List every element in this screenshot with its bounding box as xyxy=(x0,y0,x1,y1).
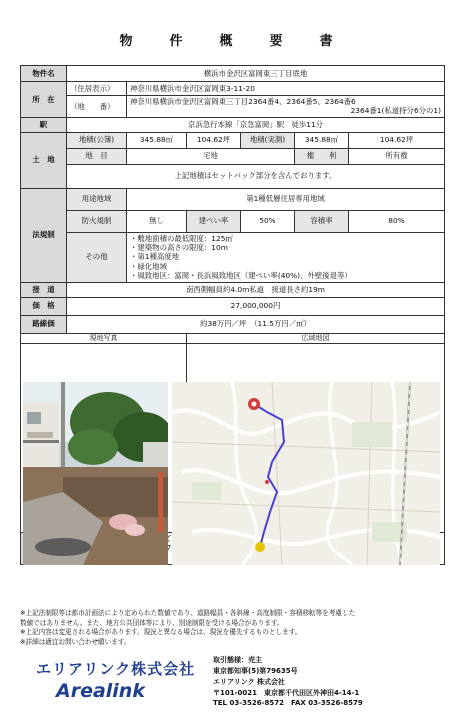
company-phone: TEL 03-3526-8572 FAX 03-3526-8579 xyxy=(213,699,363,708)
area-public-m2: 345.88㎡ xyxy=(127,132,187,148)
rights-label: 権 利 xyxy=(295,148,349,164)
row-address xyxy=(21,82,445,96)
row-land-note xyxy=(21,164,445,188)
page-title: 物 件 概 要 書 xyxy=(119,34,345,49)
row-price xyxy=(21,297,445,315)
lot-label: （地 番） xyxy=(67,96,127,118)
other-list xyxy=(127,232,445,282)
far-value: 80% xyxy=(349,210,445,232)
land-category-value: 宅地 xyxy=(127,148,295,164)
footnote: ※上記法制限等は都市計画法により定められた数値であり、道路幅員・各斜線・高度制限・容積移転等を考慮した xyxy=(20,609,356,617)
row-property-name xyxy=(21,66,445,82)
station-value: 京浜急行本線「京急富岡」駅 徒歩11分 xyxy=(67,117,445,132)
bcr-value: 50% xyxy=(241,210,295,232)
station-marker-icon xyxy=(255,542,265,552)
fire-value: 無し xyxy=(127,210,187,232)
footnote: ※詳細は適宜お問い合わせ願います。 xyxy=(20,637,131,646)
footnote: 数値ではありません。また、地方公共団体等により、別途制限を受ける場合があります。 xyxy=(20,618,284,627)
road-value: 南西側幅員約4.0m私道 接道長さ約19m xyxy=(67,282,445,297)
site-photo xyxy=(23,382,168,565)
other-item: ・敷地面積の最低限度：125㎡ xyxy=(130,233,233,243)
address-value: 神奈川県横浜市金沢区富岡東3-11-20 xyxy=(127,82,445,96)
law-label: 法規制 xyxy=(21,188,67,282)
station-label: 駅 xyxy=(21,117,67,132)
company-info xyxy=(213,655,363,709)
photo-label: 現地写真 xyxy=(21,333,187,343)
road-label: 接 道 xyxy=(21,282,67,297)
row-image-labels xyxy=(21,333,445,343)
row-fire-bcr-far xyxy=(21,210,445,232)
company-name: エリアリンク 株式会社 xyxy=(213,677,286,686)
area-map-image xyxy=(172,382,440,565)
lot-value xyxy=(127,96,445,118)
address-label: （住居表示） xyxy=(67,82,127,96)
location-label: 所 在 xyxy=(21,82,67,118)
row-route-price xyxy=(21,315,445,333)
price-value: 27,000,000円 xyxy=(67,297,445,315)
map-label: 広域地図 xyxy=(187,333,445,343)
area-public-label: 地積(公簿) xyxy=(67,132,127,148)
area-actual-label: 地積(実測) xyxy=(241,132,295,148)
land-category-label: 地 目 xyxy=(67,148,127,164)
zoning-value: 第1種低層住居専用地域 xyxy=(127,188,445,210)
row-other xyxy=(21,232,445,282)
footnotes xyxy=(20,609,444,647)
row-land-category xyxy=(21,148,445,164)
transaction-type: 取引態様：売主 xyxy=(213,656,262,664)
rights-value: 所有権 xyxy=(349,148,445,164)
row-land-area xyxy=(21,132,445,148)
land-note: 上記地積はセットバック部分を含んでおります。 xyxy=(67,164,445,188)
lot-line-2: 2364番1(私道持分6分の1) xyxy=(350,106,442,116)
row-lot xyxy=(21,96,445,118)
footnote: ※上記内容は変更される場合があります。現況と異なる場合は、現況を優先するものとします。 xyxy=(20,628,302,637)
property-name: 横浜市金沢区富岡東三丁目底地 xyxy=(67,66,445,82)
fire-label: 防火規制 xyxy=(67,210,127,232)
area-actual-tsubo: 104.62坪 xyxy=(349,132,445,148)
other-label: その他 xyxy=(67,232,127,282)
row-road xyxy=(21,282,445,297)
site-photo-image xyxy=(23,382,168,565)
area-map xyxy=(172,382,440,565)
company-address: 〒101-0021 東京都千代田区外神田4-14-1 xyxy=(213,688,360,697)
other-item: ・第1種高度地 xyxy=(130,252,180,262)
license-number: 東京都知事(5)第79635号 xyxy=(213,666,298,675)
zoning-label: 用途地域 xyxy=(67,188,127,210)
price-label: 価 格 xyxy=(21,297,67,315)
row-zoning xyxy=(21,188,445,210)
other-item: ・緑化地域 xyxy=(130,261,167,271)
company-logo-en: Arealink xyxy=(56,680,145,702)
area-actual-m2: 345.88㎡ xyxy=(295,132,349,148)
bcr-label: 建ぺい率 xyxy=(187,210,241,232)
area-public-tsubo: 104.62坪 xyxy=(187,132,241,148)
other-item: ・風致地区：富岡・長浜風致地区（建ぺい率(40%)、外壁後退等） xyxy=(130,270,352,280)
lot-line-1: 神奈川県横浜市金沢区富岡東三丁目2364番4、2364番5、2364番6 xyxy=(130,97,356,106)
far-label: 容積率 xyxy=(295,210,349,232)
other-item: ・建築物の高さの限度：10m xyxy=(130,243,228,253)
route-price-value: 約38万円／坪 （11.5万円／㎡） xyxy=(67,315,445,333)
company-logo-jp: エリアリンク株式会社 xyxy=(36,660,196,678)
property-name-label: 物件名 xyxy=(21,66,67,82)
row-station xyxy=(21,117,445,132)
land-label: 土 地 xyxy=(21,132,67,188)
route-price-label: 路線価 xyxy=(21,315,67,333)
